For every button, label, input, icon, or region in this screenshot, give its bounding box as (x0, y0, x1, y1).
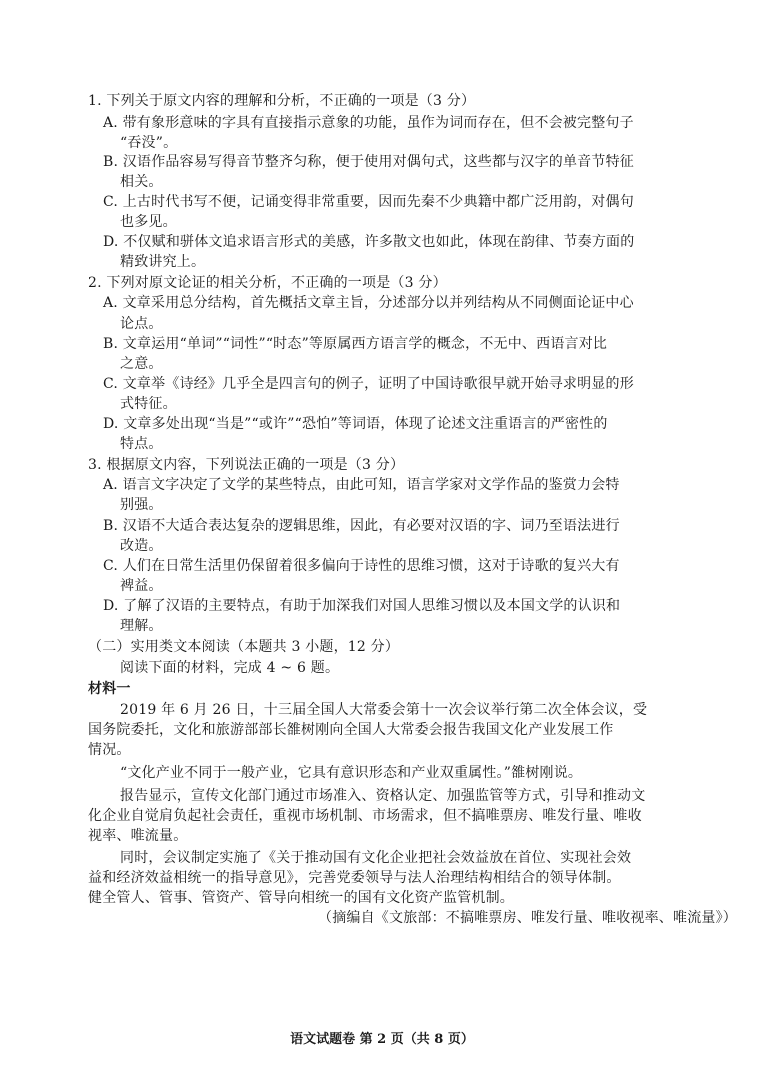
section-heading: （二）实用类文本阅读（本题共 3 小题，12 分） (88, 639, 400, 655)
material-paragraph-3-line-2: 化企业自觉肩负起社会责任，重视市场机制、市场需求，但不搞唯票房、唯发行量、唯收 (88, 808, 642, 824)
question-3-option-c-cont: 裨益。 (120, 578, 163, 594)
material-paragraph-4-line-2: 益和经济效益相统一的指导意见》，完善党委领导与法人治理结构相结合的领导体制。 (88, 870, 621, 886)
question-2-stem: 2. 下列对原文论证的相关分析，不正确的一项是（3 分） (88, 275, 447, 291)
question-1-stem: 1. 下列关于原文内容的理解和分析，不正确的一项是（3 分） (88, 93, 476, 109)
question-2-option-b-cont: 之意。 (120, 356, 163, 372)
question-3-option-d: D. 了解了汉语的主要特点，有助于加深我们对国人思维习惯以及本国文学的认识和 (103, 598, 621, 614)
question-1-option-a-cont: “吞没”。 (120, 135, 178, 151)
question-1-option-d-cont: 精致讲究上。 (120, 254, 206, 270)
question-2-option-c: C. 文章举《诗经》几乎全是四言句的例子，证明了中国诗歌很早就开始寻求明显的形 (103, 376, 634, 392)
question-2-option-a-cont: 论点。 (120, 316, 163, 332)
question-2-option-b: B. 文章运用“单词”“词性”“时态”等原属西方语言学的概念，不无中、西语言对比 (103, 336, 608, 352)
question-2-option-d-cont: 特点。 (120, 436, 163, 452)
material-paragraph-3-line-3: 视率、唯流量。 (88, 828, 188, 844)
question-1-option-b-cont: 相关。 (120, 174, 163, 190)
material-paragraph-1-line-1: 2019 年 6 月 26 日，十三届全国人大常委会第十一次会议举行第二次全体会议，受 (120, 702, 648, 718)
material-paragraph-4-line-1: 同时，会议制定实施了《关于推动国有文化企业把社会效益放在首位、实现社会效 (120, 850, 632, 866)
question-3-option-b: B. 汉语不大适合表达复杂的逻辑思维，因此，有必要对汉语的字、词乃至语法进行 (103, 518, 620, 534)
material-paragraph-1-line-2: 国务院委托，文化和旅游部部长雒树刚向全国人大常委会报告我国文化产业发展工作 (88, 722, 614, 738)
material-paragraph-1-line-3: 情况。 (88, 742, 131, 758)
question-3-option-d-cont: 理解。 (120, 618, 163, 634)
page-footer: 语文试题卷 第 2 页（共 8 页） (290, 1032, 474, 1047)
material-paragraph-3-line-1: 报告显示，宣传文化部门通过市场准入、资格认定、加强监管等方式，引导和推动文 (120, 788, 646, 804)
question-3-option-a: A. 语言文字决定了文学的某些特点，由此可知，语言学家对文学作品的鉴赏力会特 (103, 477, 620, 493)
question-2-option-c-cont: 式特征。 (120, 396, 177, 412)
material-paragraph-4-line-3: 健全管人、管事、管资产、管导向相统一的国有文化资产监管机制。 (88, 890, 514, 906)
question-1-option-c-cont: 也多见。 (120, 214, 177, 230)
question-2-option-a: A. 文章采用总分结构，首先概括文章主旨，分述部分以并列结构从不同侧面论证中心 (103, 295, 634, 311)
material-title: 材料一 (88, 681, 131, 697)
question-3-option-c: C. 人们在日常生活里仍保留着很多偏向于诗性的思维习惯，这对于诗歌的复兴大有 (103, 558, 620, 574)
material-paragraph-2-line-1: “文化产业不同于一般产业，它具有意识形态和产业双重属性。”雒树刚说。 (120, 765, 583, 781)
question-1-option-b: B. 汉语作品容易写得音节整齐匀称，便于使用对偶句式，这些都与汉字的单音节特征 (103, 154, 634, 170)
question-1-option-d: D. 不仅赋和骈体文追求语言形式的美感，许多散文也如此，体现在韵律、节奏方面的 (103, 234, 635, 250)
question-1-option-a: A. 带有象形意味的字具有直接指示意象的功能，虽作为词而存在，但不会被完整句子 (103, 115, 634, 131)
material-source: （摘编自《文旅部：不搞唯票房、唯发行量、唯收视率、唯流量》） (318, 910, 737, 926)
question-1-option-c: C. 上古时代书写不便，记诵变得非常重要，因而先秦不少典籍中都广泛用韵，对偶句 (103, 194, 634, 210)
question-2-option-d: D. 文章多处出现“当是”“或许”“恐怕”等词语，体现了论述文注重语言的严密性的 (103, 416, 608, 432)
question-3-stem: 3. 根据原文内容，下列说法正确的一项是（3 分） (88, 457, 405, 473)
section-instruction: 阅读下面的材料，完成 4 ~ 6 题。 (120, 660, 340, 676)
question-3-option-a-cont: 别强。 (120, 497, 163, 513)
question-3-option-b-cont: 改造。 (120, 538, 163, 554)
